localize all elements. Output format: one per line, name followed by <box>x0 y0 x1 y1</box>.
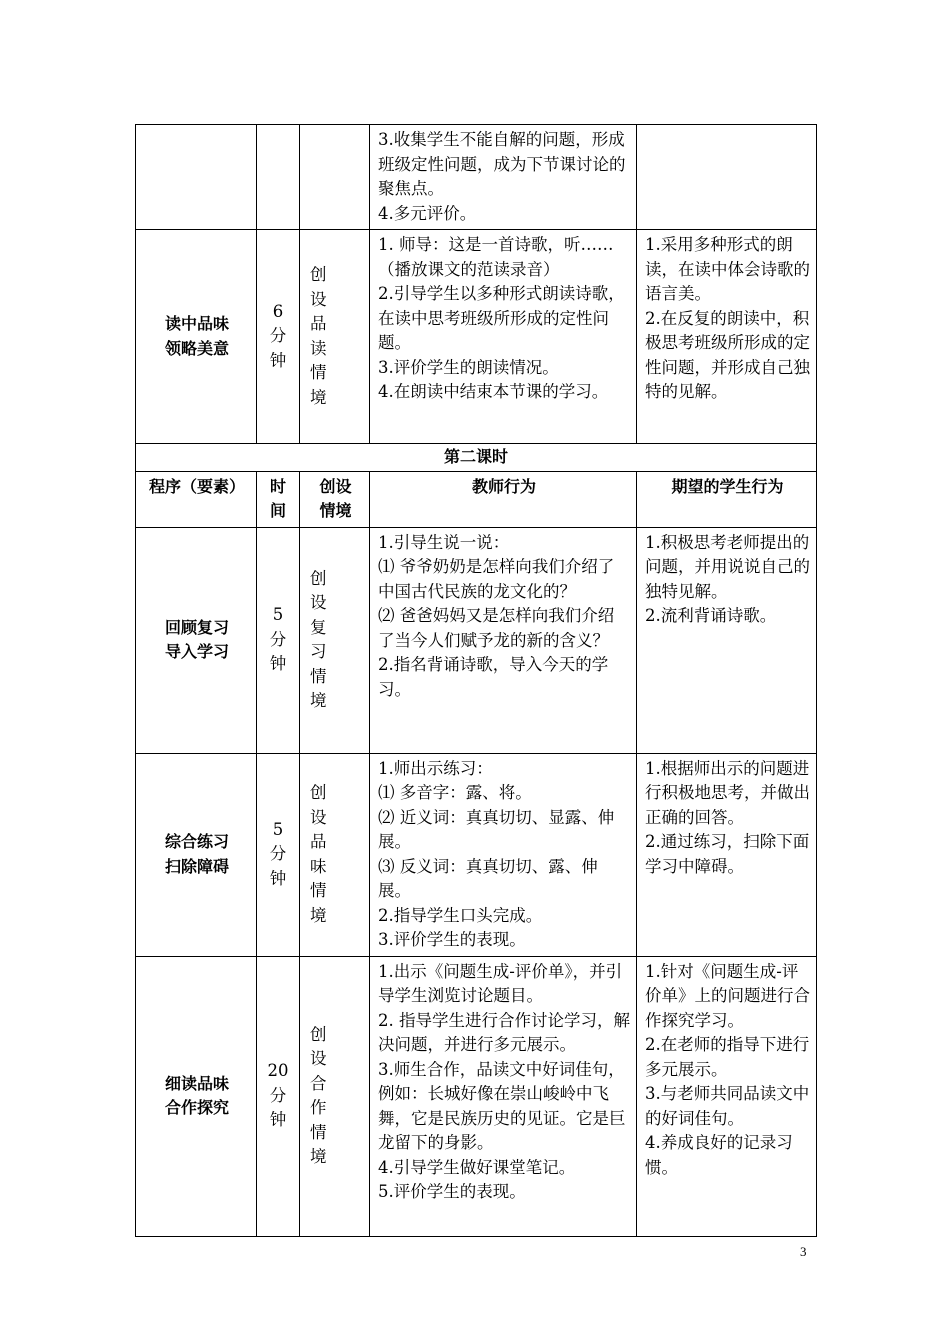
scene-cell: 创 设 品 味 情 境 <box>300 753 370 956</box>
time-cell: 5 分 钟 <box>257 753 300 956</box>
table-row-reading <box>136 230 817 444</box>
time-cell: 20 分 钟 <box>257 956 300 1236</box>
time-cell: 5 分 钟 <box>257 527 300 753</box>
table-row-study <box>136 956 817 1236</box>
procedure-cell: 读中品味 领略美意 <box>136 230 257 444</box>
table-row-practice <box>136 753 817 956</box>
header-time: 时 间 <box>257 471 300 527</box>
procedure-cell: 回顾复习 导入学习 <box>136 527 257 753</box>
lesson-plan-table <box>135 124 817 1237</box>
scene-cell: 创 设 复 习 情 境 <box>300 527 370 753</box>
teacher-action-cell: 1.引导生说一说： ⑴ 爷爷奶奶是怎样向我们介绍了中国古代民族的龙文化的？ ⑵ 爸爸妈妈又是怎样向我们介绍了当今人们赋予龙的新的含义？ 2.指名背诵诗歌，导入今天的学习。 <box>370 527 637 753</box>
scene-cell: 创 设 品 读 情 境 <box>300 230 370 444</box>
teacher-action-cell: 1. 师导：这是一首诗歌，听……（播放课文的范读录音） 2.引导学生以多种形式朗读诗歌，在读中思考班级所形成的定性问题。 3.评价学生的朗读情况。 4.在朗读中结束本节课的学习。 <box>370 230 637 444</box>
time-cell <box>257 125 300 230</box>
scene-cell <box>300 125 370 230</box>
teacher-action-cell: 1.师出示练习： ⑴ 多音字：露、将。 ⑵ 近义词：真真切切、显露、伸展。 ⑶ 反义词：真真切切、露、伸展。 2.指导学生口头完成。 3.评价学生的表现。 <box>370 753 637 956</box>
procedure-cell <box>136 125 257 230</box>
procedure-cell: 综合练习 扫除障碍 <box>136 753 257 956</box>
teacher-line: 4.多元评价。 <box>378 203 477 223</box>
header-row <box>136 471 817 527</box>
scene-cell: 创 设 合 作 情 境 <box>300 956 370 1236</box>
table-row-continued <box>136 125 817 230</box>
procedure-cell: 细读品味 合作探究 <box>136 956 257 1236</box>
student-action-cell <box>637 125 817 230</box>
header-student: 期望的学生行为 <box>637 471 817 527</box>
student-action-cell: 1.根据师出示的问题进行积极地思考，并做出正确的回答。 2.通过练习，扫除下面学习中障碍。 <box>637 753 817 956</box>
section-title: 第二课时 <box>136 444 817 472</box>
teacher-action-cell <box>370 125 637 230</box>
teacher-action-cell: 1.出示《问题生成-评价单》，并引导学生浏览讨论题目。 2. 指导学生进行合作讨论学习，解决问题，并进行多元展示。 3.师生合作，品读文中好词佳句，例如：长城好像在崇山峻岭中飞舞，它是民族历史的见证。它是巨龙留下的身影。 4.引导学生做好课堂笔记。 5.评价学生的表现。 <box>370 956 637 1236</box>
header-scene: 创设 情境 <box>300 471 370 527</box>
student-action-cell: 1.针对《问题生成-评价单》上的问题进行合作探究学习。 2.在老师的指导下进行多元展示。 3.与老师共同品读文中的好词佳句。 4.养成良好的记录习惯。 <box>637 956 817 1236</box>
header-teacher: 教师行为 <box>370 471 637 527</box>
table-row-review <box>136 527 817 753</box>
section-row <box>136 444 817 472</box>
student-action-cell: 1.采用多种形式的朗读，在读中体会诗歌的语言美。 2.在反复的朗读中，积极思考班级所形成的定性问题，并形成自己独特的见解。 <box>637 230 817 444</box>
page-number: 3 <box>800 1244 807 1259</box>
header-procedure: 程序（要素） <box>136 471 257 527</box>
time-cell: 6 分 钟 <box>257 230 300 444</box>
student-action-cell: 1.积极思考老师提出的问题，并用说说自己的独特见解。 2.流利背诵诗歌。 <box>637 527 817 753</box>
teacher-line: 3.收集学生不能自解的问题，形成班级定性问题，成为下节课讨论的聚焦点。 <box>378 130 626 198</box>
